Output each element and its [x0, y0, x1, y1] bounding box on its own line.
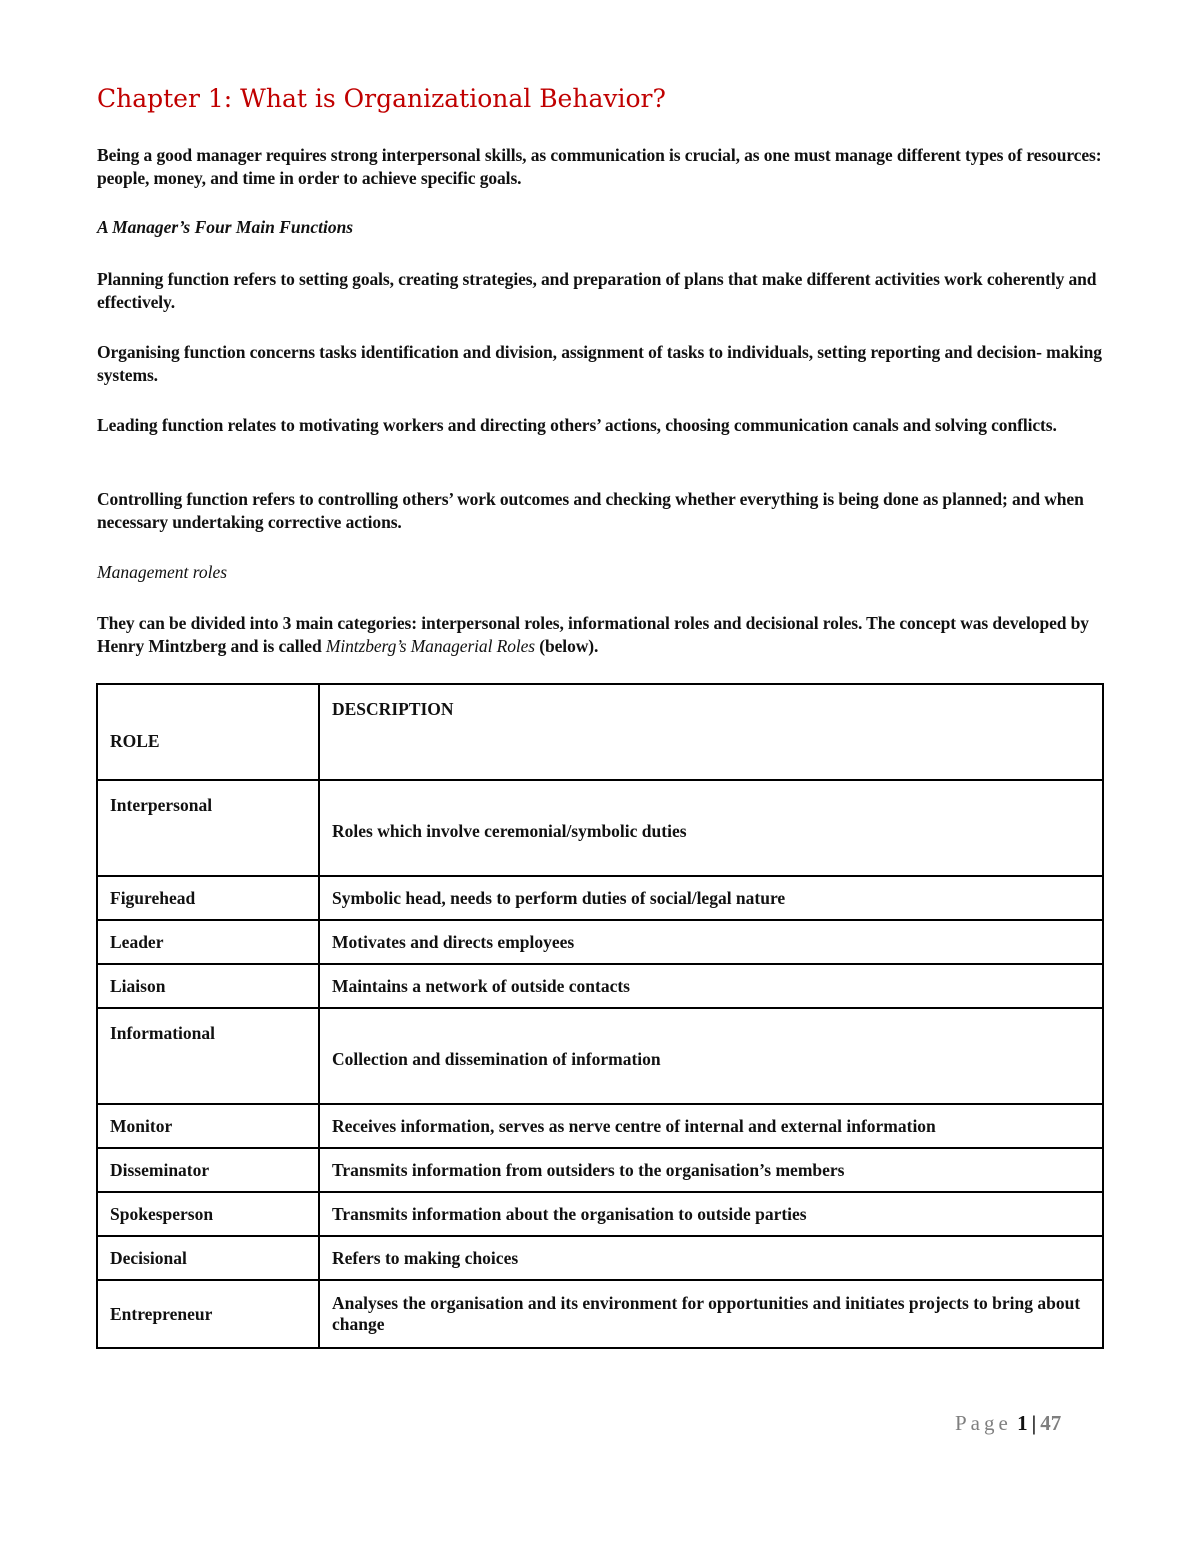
leading-paragraph: Leading function relates to motivating workers and directing others’ actions, choosing communication canals and solving conflicts. [97, 415, 1057, 435]
description-cell: Analyses the organisation and its environment for opportunities and initiates projects to bring about change [319, 1280, 1103, 1348]
description-cell: Collection and dissemination of information [319, 1008, 1103, 1104]
table-row [97, 920, 1103, 964]
description-cell: Refers to making choices [319, 1236, 1103, 1280]
intro-paragraph: Being a good manager requires strong interpersonal skills, as communication is crucial, as one must manage different types of resources: people, money, and time in order to achieve specific goals. [97, 145, 1102, 188]
role-cell: Spokesperson [97, 1192, 319, 1236]
header-description-cell: DESCRIPTION [319, 684, 1103, 780]
role-cell: Monitor [97, 1104, 319, 1148]
page-number: 1 [1017, 1411, 1028, 1435]
page-separator: | [1031, 1411, 1037, 1435]
table-row [97, 876, 1103, 920]
header-role-cell: ROLE [97, 684, 319, 780]
table-row [97, 964, 1103, 1008]
description-cell: Symbolic head, needs to perform duties of social/legal nature [319, 876, 1103, 920]
table-row [97, 1148, 1103, 1192]
role-cell: Informational [97, 1008, 319, 1104]
roles-heading: Management roles [97, 562, 228, 582]
description-cell: Transmits information about the organisation to outside parties [319, 1192, 1103, 1236]
controlling-paragraph: Controlling function refers to controlling others’ work outcomes and checking whether everything is being done as planned; and when necessary undertaking corrective actions. [97, 489, 1084, 532]
description-cell: Transmits information from outsiders to the organisation’s members [319, 1148, 1103, 1192]
page-footer [955, 1411, 1061, 1436]
role-cell: Disseminator [97, 1148, 319, 1192]
table-row [97, 780, 1103, 876]
table-row [97, 1008, 1103, 1104]
chapter-title: Chapter 1: What is Organizational Behavior? [97, 84, 666, 113]
organising-paragraph: Organising function concerns tasks identification and division, assignment of tasks to individuals, setting reporting and decision- making systems. [97, 342, 1102, 385]
role-cell: Figurehead [97, 876, 319, 920]
role-cell: Leader [97, 920, 319, 964]
role-cell: Liaison [97, 964, 319, 1008]
functions-heading: A Manager’s Four Main Functions [97, 217, 354, 237]
role-cell: Decisional [97, 1236, 319, 1280]
roles-intro-text-b: (below). [535, 636, 599, 656]
total-pages: 47 [1040, 1411, 1062, 1435]
table-header-row [97, 684, 1103, 780]
role-cell: Interpersonal [97, 780, 319, 876]
roles-intro-text-a: They can be divided into 3 main categories: interpersonal roles, informational roles and decisional roles. The concept was developed by Henry Mintzberg and is called [97, 613, 1089, 656]
description-cell: Motivates and directs employees [319, 920, 1103, 964]
table-row [97, 1104, 1103, 1148]
table-row [97, 1192, 1103, 1236]
role-cell: Entrepreneur [97, 1280, 319, 1348]
description-cell: Receives information, serves as nerve centre of internal and external information [319, 1104, 1103, 1148]
description-cell: Maintains a network of outside contacts [319, 964, 1103, 1008]
planning-paragraph: Planning function refers to setting goals, creating strategies, and preparation of plans that make different activities work coherently and effectively. [97, 269, 1097, 312]
roles-intro-emphasis: Mintzberg’s Managerial Roles [325, 636, 535, 656]
table-row [97, 1236, 1103, 1280]
page-label: Page [955, 1411, 1012, 1435]
roles-intro-paragraph [97, 612, 1107, 658]
description-cell: Roles which involve ceremonial/symbolic duties [319, 780, 1103, 876]
managerial-roles-table [96, 683, 1104, 1349]
table-row [97, 1280, 1103, 1348]
